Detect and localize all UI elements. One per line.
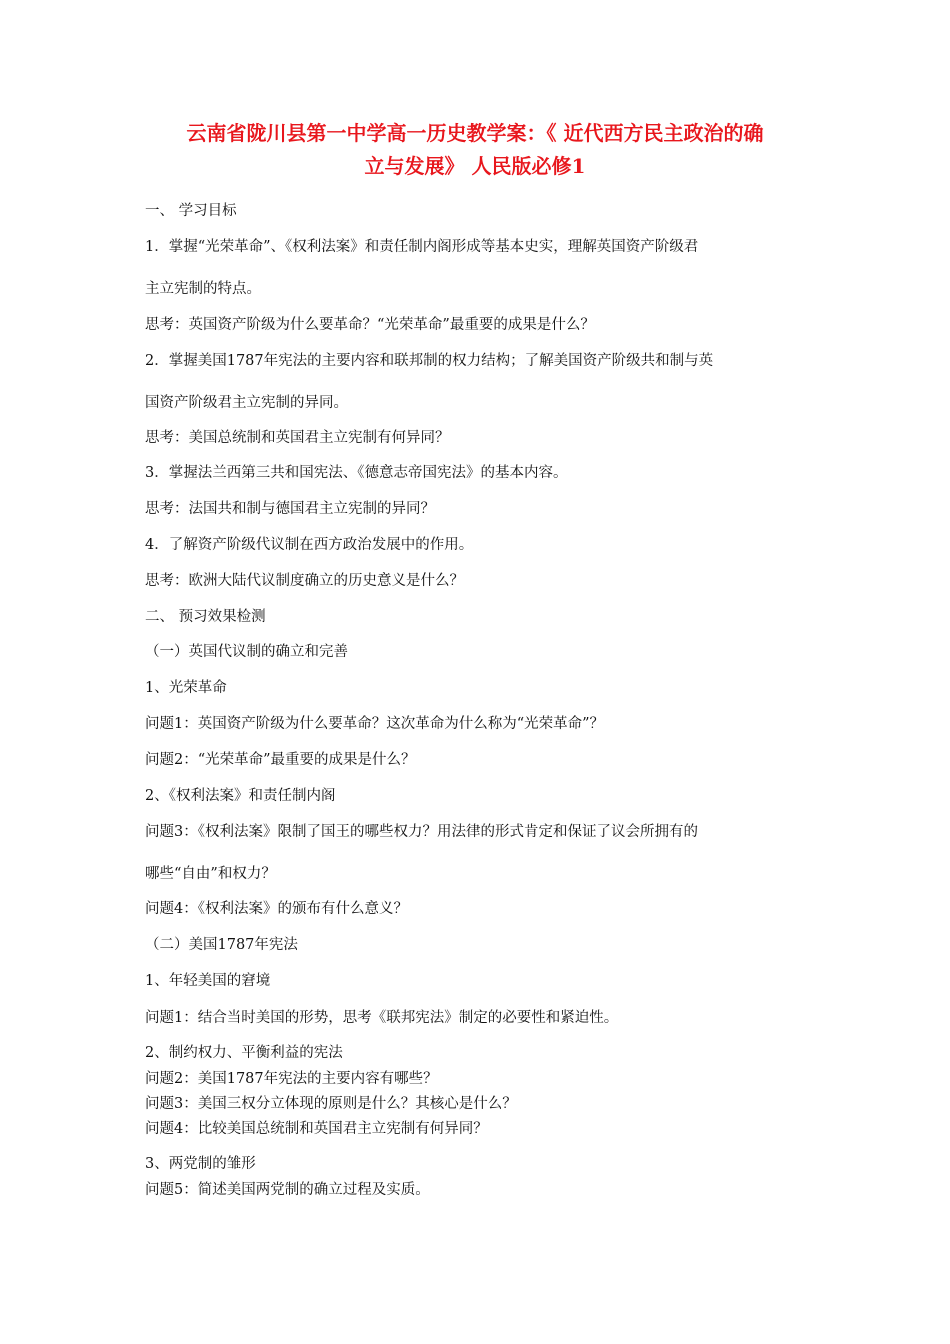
think-1: 思考：英国资产阶级为什么要革命？“光荣革命”最重要的成果是什么？ <box>145 317 595 333</box>
topic-two-party: 3、两党制的雏形 <box>145 1156 256 1172</box>
objective-4: 4．了解资产阶级代议制在西方政治发展中的作用。 <box>145 537 474 553</box>
objective-3: 3．掌握法兰西第三共和国宪法、《德意志帝国宪法》的基本内容。 <box>145 465 568 481</box>
title-line-2: 立与发展》 人民版必修1 <box>364 154 586 178</box>
think-3: 思考：法国共和制与德国君主立宪制的异同？ <box>145 501 435 517</box>
us-question-4: 问题4：比较美国总统制和英国君主立宪制有何异同？ <box>145 1121 488 1137</box>
question-3: 问题3：《权利法案》限制了国王的哪些权力？用法律的形式肯定和保证了议会所拥有的 <box>145 824 698 840</box>
us-question-3: 问题3：美国三权分立体现的原则是什么？其核心是什么？ <box>145 1096 517 1112</box>
objective-1: 1．掌握“光荣革命”、《权利法案》和责任制内阁形成等基本史实，理解英国资产阶级君 <box>145 239 699 255</box>
think-2: 思考：美国总统制和英国君主立宪制有何异同？ <box>145 430 450 446</box>
question-4: 问题4：《权利法案》的颁布有什么意义？ <box>145 901 408 917</box>
question-2: 问题2：“光荣革命”最重要的成果是什么？ <box>145 752 416 768</box>
objective-2: 2．掌握美国1787年宪法的主要内容和联邦制的权力结构；了解美国资产阶级共和制与英 <box>145 353 714 369</box>
document-title <box>120 117 830 183</box>
section-heading-preview: 二、 预习效果检测 <box>145 609 266 625</box>
topic-glorious-revolution: 1、光荣革命 <box>145 680 227 696</box>
objective-2-cont: 国资产阶级君主立宪制的异同。 <box>145 395 348 411</box>
objective-1-cont: 主立宪制的特点。 <box>145 281 261 297</box>
question-3-cont: 哪些“自由”和权力？ <box>145 866 276 882</box>
subsection-heading-england: （一）英国代议制的确立和完善 <box>145 644 348 660</box>
question-1: 问题1：英国资产阶级为什么要革命？这次革命为什么称为“光荣革命”？ <box>145 716 605 732</box>
us-question-1: 问题1：结合当时美国的形势，思考《联邦宪法》制定的必要性和紧迫性。 <box>145 1010 619 1026</box>
title-line-1: 云南省陇川县第一中学高一历史教学案：《 近代西方民主政治的确 <box>186 121 764 145</box>
think-4: 思考：欧洲大陆代议制度确立的历史意义是什么？ <box>145 573 464 589</box>
topic-young-america: 1、年轻美国的窘境 <box>145 973 271 989</box>
section-heading-objectives: 一、 学习目标 <box>145 203 237 219</box>
topic-constitution-balance: 2、制约权力、平衡利益的宪法 <box>145 1045 343 1061</box>
topic-bill-of-rights: 2、《权利法案》和责任制内阁 <box>145 788 336 804</box>
us-question-2: 问题2：美国1787年宪法的主要内容有哪些？ <box>145 1071 438 1087</box>
subsection-heading-us-constitution: （二）美国1787年宪法 <box>145 937 298 953</box>
us-question-5: 问题5：简述美国两党制的确立过程及实质。 <box>145 1182 430 1198</box>
